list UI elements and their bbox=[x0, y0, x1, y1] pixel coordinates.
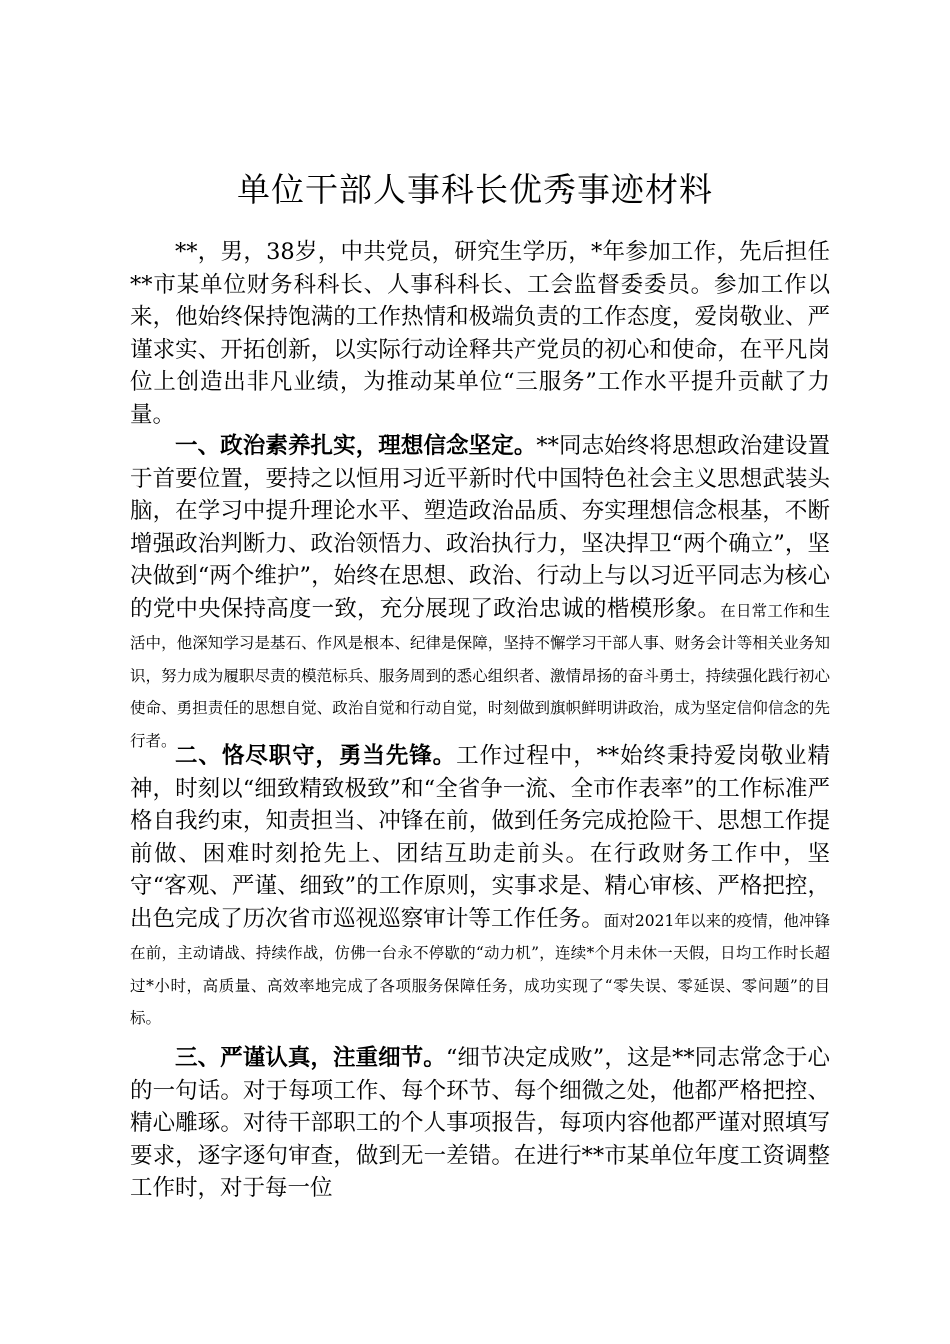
section-paragraph-1 bbox=[130, 430, 830, 755]
section-paragraph-3 bbox=[130, 1042, 830, 1205]
section-heading-1: 一、政治素养扎实，理想信念坚定。 bbox=[175, 433, 537, 459]
document-title: 单位干部人事科长优秀事迹材料 bbox=[237, 170, 713, 209]
section-heading-3: 三、严谨认真，注重细节。 bbox=[175, 1045, 446, 1071]
section-text-2: 工作过程中，**始终秉持爱岗敬业精神，时刻以“细致精致极致”和“全省争一流、全市作表率”的工作标准严格自我约束，知责担当、冲锋在前，做到任务完成抢险干、思想工作提前做、困难时刻抢先上、团结互助走前头。在行政财务工作中，坚守“客观、严谨、细致”的工作原则，实事求是、精心审核、严格把控，出色完成了历次省市巡视巡察审计等工作任务。 bbox=[130, 743, 830, 932]
section-small-text-2: 面对2021年以来的疫情，他冲锋在前，主动请战、持续作战，仿佛一台永不停歇的“动力机”，连续*个月未休一天假，日均工作时长超过*小时，高质量、高效率地完成了各项服务保障任务，成功实现了“零失误、零延误、零问题”的目标。 bbox=[130, 911, 830, 1027]
section-paragraph-2 bbox=[130, 740, 830, 1033]
section-heading-2: 二、恪尽职守，勇当先锋。 bbox=[175, 743, 457, 769]
section-small-text-1: 在日常工作和生活中，他深知学习是基石、作风是根本、纪律是保障，坚持不懈学习干部人事、财务会计等相关业务知识，努力成为履职尽责的模范标兵、服务周到的悉心组织者、激情昂扬的奋斗勇士，持续强化践行初心使命、勇担责任的思想自觉、政治自觉和行动自觉，时刻做到旗帜鲜明讲政治，成为坚定信仰信念的先行者。 bbox=[130, 601, 830, 750]
section-text-1: **同志始终将思想政治建设置于首要位置，要持之以恒用习近平新时代中国特色社会主义思想武装头脑，在学习中提升理论水平、塑造政治品质、夯实理想信念根基，不断增强政治判断力、政治领悟力、政治执行力，坚决捍卫“两个确立”，坚决做到“两个维护”，始终在思想、政治、行动上与以习近平同志为核心的党中央保持高度一致，充分展现了政治忠诚的楷模形象。 bbox=[130, 433, 830, 622]
intro-paragraph: **，男，38岁，中共党员，研究生学历，*年参加工作，先后担任**市某单位财务科科长、人事科科长、工会监督委委员。参加工作以来，他始终保持饱满的工作热情和极端负责的工作态度，爱岗敬业、严谨求实、开拓创新，以实际行动诠释共产党员的初心和使命，在平凡岗位上创造出非凡业绩，为推动某单位“三服务”工作水平提升贡献了力量。 bbox=[130, 239, 830, 428]
section-text-3: “细节决定成败”，这是**同志常念于心的一句话。对于每项工作、每个环节、每个细微之处，他都严格把控、精心雕琢。对待干部职工的个人事项报告，每项内容他都严谨对照填写要求，逐字逐句审查，做到无一差错。在进行**市某单位年度工资调整工作时，对于每一位 bbox=[130, 1045, 830, 1201]
